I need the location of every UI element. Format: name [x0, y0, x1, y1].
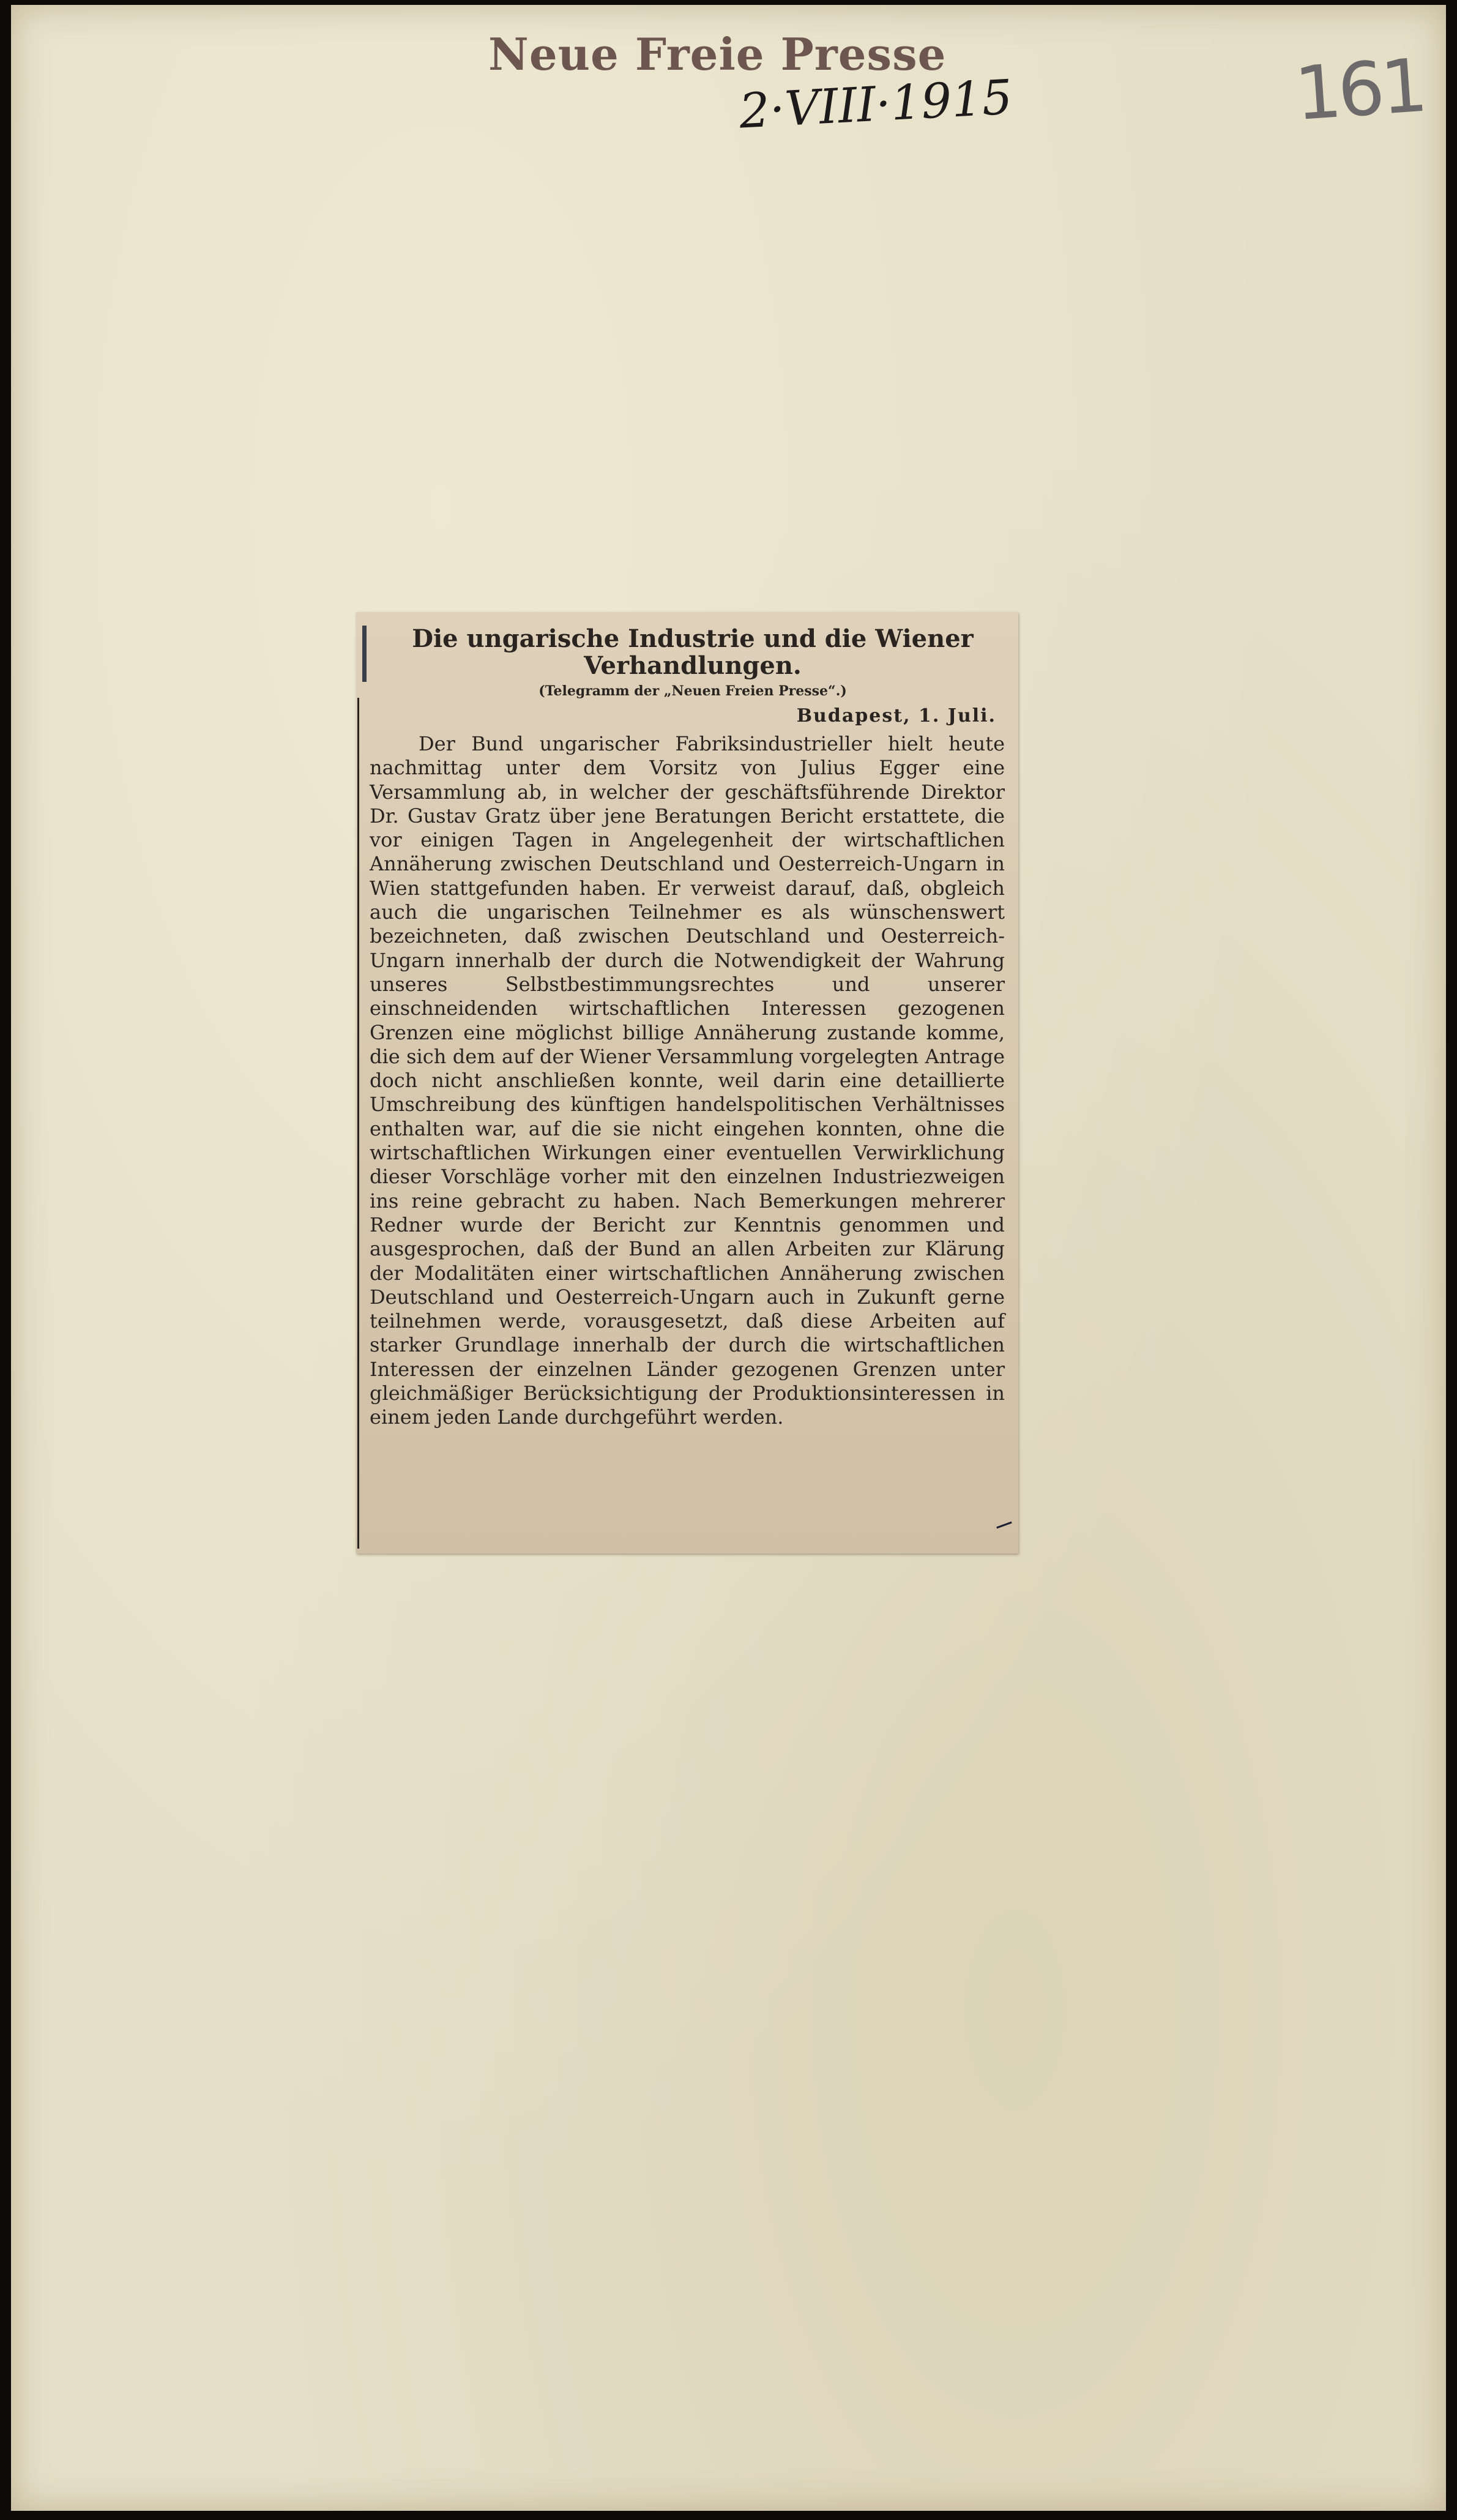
ink-mark	[996, 1522, 1012, 1529]
clipping-body-text: Der Bund ungarischer Fabriksindustrieller hielt heute nachmittag unter dem Vorsitz von Julius Egger eine Versammlung ab, in welcher der geschäftsführende Direktor Dr. Gustav Gratz über jene Beratungen Bericht erstattete, die vor einigen Tagen in Angelegenheit der wirtschaftlichen Annäherung zwischen Deutschland und Oesterreich-Ungarn in Wien stattgefunden haben. Er verweist darauf, daß, obgleich auch die ungarischen Teilnehmer es als wünschenswert bezeichneten, daß zwischen Deutschland und Oesterreich-Ungarn innerhalb der durch die Notwendigkeit der Wahrung unseres Selbstbestimmungsrechtes und unserer einschneidenden wirtschaftlichen Interessen gezogenen Grenzen eine möglichst billige Annäherung zustande komme, die sich dem auf der Wiener Versammlung vorgelegten Antrage doch nicht anschließen konnte, weil darin eine detaillierte Umschreibung des künftigen handelspolitischen Verhältnisses enthalten war, auf die sie nicht eingehen konnten, ohne die wirtschaftlichen Wirkungen einer eventuellen Verwirklichung dieser Vorschläge vorher mit den einzelnen Industriezweigen ins reine gebracht zu haben. Nach Bemerkungen mehrerer Redner wurde der Bericht zur Kenntnis genommen und ausgesprochen, daß der Bund an allen Arbeiten zur Klärung der Modalitäten einer wirtschaftlichen Annäherung zwischen Deutschland und Oesterreich-Ungarn auch in Zukunft gerne teilnehmen werde, vorausgesetzt, daß diese Arbeiten auf starker Grundlage innerhalb der durch die wirtschaftlichen Interessen der einzelnen Länder gezogenen Grenzen unter gleichmäßiger Berücksichtigung der Produktionsinteressen in einem jeden Lande durchgeführt werden.	[370, 732, 1005, 1429]
clipping-dateline: Budapest, 1. Juli.	[796, 705, 996, 727]
handwritten-date: 2·VIII·1915	[737, 70, 1014, 140]
newspaper-stamp: Neue Freie Presse	[488, 28, 947, 80]
clipping-column-rule	[362, 626, 367, 682]
clipping-source-line: (Telegramm der „Neuen Freien Presse“.)	[538, 683, 847, 699]
archive-number: 161	[1292, 43, 1427, 138]
newspaper-clipping	[356, 612, 1018, 1554]
clipping-edge-line	[357, 698, 359, 1549]
clipping-headline: Die ungarische Industrie und die Wiener Verhandlungen.	[412, 624, 974, 680]
